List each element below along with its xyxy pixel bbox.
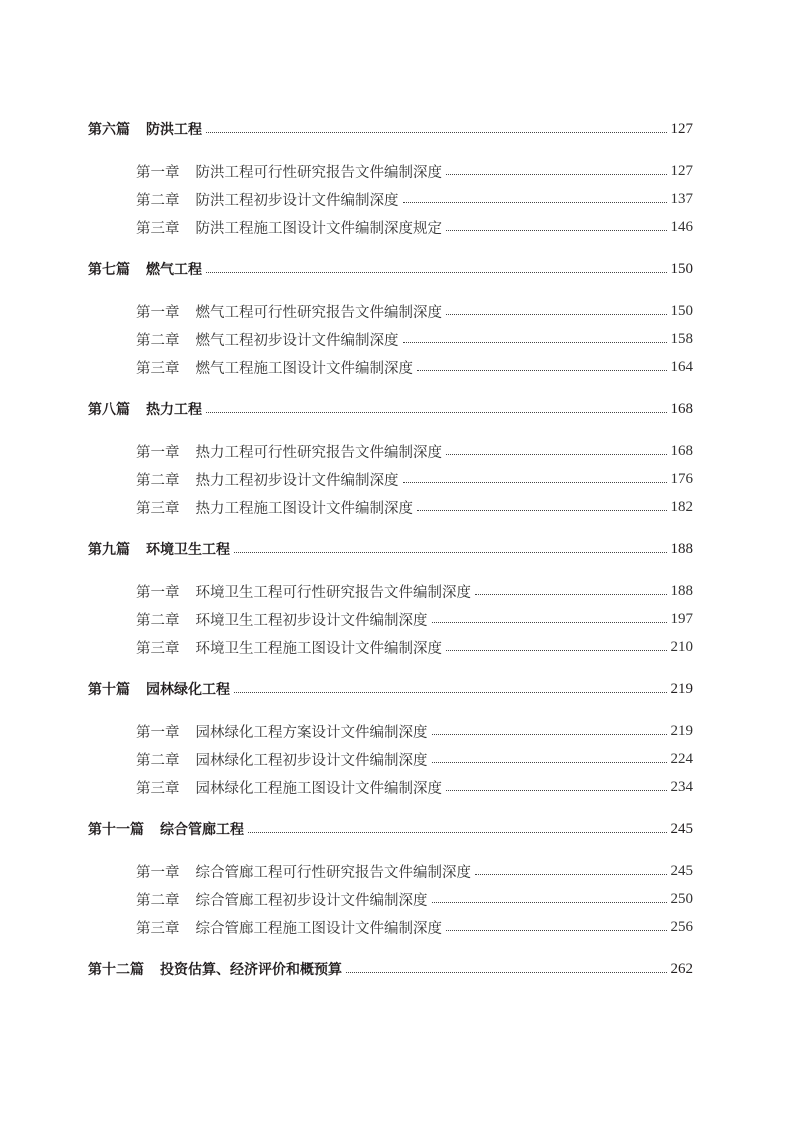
- toc-page: 245: [670, 820, 693, 837]
- toc-chapter-entry[interactable]: [88, 185, 693, 213]
- toc-part-entry[interactable]: [88, 955, 693, 983]
- toc-num: 第十篇: [88, 682, 130, 698]
- toc-title: 环境卫生工程: [146, 542, 230, 558]
- dot-leader: [417, 370, 667, 371]
- dot-leader: [446, 174, 667, 175]
- toc-num: 第三章: [136, 640, 180, 657]
- toc-page: 164: [670, 358, 693, 375]
- toc-page: 262: [670, 960, 693, 977]
- toc-num: 第一章: [136, 864, 180, 881]
- toc-num: 第一章: [136, 304, 180, 321]
- toc-chapter-entry[interactable]: [88, 745, 693, 773]
- toc-title: 园林绿化工程初步设计文件编制深度: [195, 752, 428, 769]
- toc-part-entry[interactable]: [88, 255, 693, 283]
- toc-page: 188: [670, 582, 693, 599]
- toc-page: 158: [670, 330, 693, 347]
- dot-leader: [432, 734, 667, 735]
- toc-num: 第三章: [136, 360, 180, 377]
- dot-leader: [446, 790, 667, 791]
- dot-leader: [475, 594, 667, 595]
- dot-leader: [432, 762, 667, 763]
- toc-page: 245: [670, 862, 693, 879]
- toc-num: 第一章: [136, 444, 180, 461]
- dot-leader: [446, 454, 667, 455]
- toc-num: 第二章: [136, 332, 180, 349]
- toc-page: 176: [670, 470, 693, 487]
- toc-part-entry[interactable]: [88, 535, 693, 563]
- toc-part-entry[interactable]: [88, 395, 693, 423]
- toc-num: 第六篇: [88, 122, 130, 138]
- dot-leader: [446, 650, 667, 651]
- toc-chapter-entry[interactable]: [88, 437, 693, 465]
- toc-num: 第二章: [136, 752, 180, 769]
- toc-chapter-entry[interactable]: [88, 577, 693, 605]
- toc-num: 第三章: [136, 920, 180, 937]
- toc-page: 182: [670, 498, 693, 515]
- toc-num: 第七篇: [88, 262, 130, 278]
- toc-page: 127: [670, 162, 693, 179]
- toc-chapter-entry[interactable]: [88, 773, 693, 801]
- toc-page: 219: [670, 722, 693, 739]
- toc-title: 投资估算、经济评价和概预算: [160, 962, 342, 978]
- toc-page: 168: [670, 442, 693, 459]
- dot-leader: [403, 202, 667, 203]
- toc-num: 第一章: [136, 724, 180, 741]
- toc-title: 热力工程: [146, 402, 202, 418]
- toc-chapter-entry[interactable]: [88, 885, 693, 913]
- toc-chapter-entry[interactable]: [88, 213, 693, 241]
- toc-title: 环境卫生工程施工图设计文件编制深度: [195, 640, 442, 657]
- toc-page: 210: [670, 638, 693, 655]
- toc-title: 热力工程可行性研究报告文件编制深度: [195, 444, 442, 461]
- dot-leader: [432, 622, 667, 623]
- dot-leader: [403, 482, 667, 483]
- toc-page: 150: [670, 260, 693, 277]
- toc-title: 园林绿化工程: [146, 682, 230, 698]
- dot-leader: [446, 314, 667, 315]
- toc-num: 第九篇: [88, 542, 130, 558]
- table-of-contents: [88, 115, 693, 983]
- toc-title: 防洪工程: [146, 122, 202, 138]
- dot-leader: [403, 342, 667, 343]
- toc-chapter-entry[interactable]: [88, 857, 693, 885]
- toc-num: 第八篇: [88, 402, 130, 418]
- toc-title: 综合管廊工程: [160, 822, 244, 838]
- toc-num: 第二章: [136, 472, 180, 489]
- toc-chapter-entry[interactable]: [88, 913, 693, 941]
- toc-title: 综合管廊工程施工图设计文件编制深度: [195, 920, 442, 937]
- toc-title: 防洪工程施工图设计文件编制深度规定: [195, 220, 442, 237]
- dot-leader: [248, 832, 667, 833]
- toc-title: 防洪工程初步设计文件编制深度: [195, 192, 399, 209]
- toc-num: 第三章: [136, 220, 180, 237]
- dot-leader: [475, 874, 667, 875]
- toc-chapter-entry[interactable]: [88, 605, 693, 633]
- toc-page: 256: [670, 918, 693, 935]
- dot-leader: [346, 972, 667, 973]
- toc-chapter-entry[interactable]: [88, 493, 693, 521]
- toc-chapter-entry[interactable]: [88, 325, 693, 353]
- dot-leader: [206, 272, 667, 273]
- toc-title: 环境卫生工程初步设计文件编制深度: [195, 612, 428, 629]
- toc-num: 第二章: [136, 892, 180, 909]
- dot-leader: [446, 930, 667, 931]
- toc-chapter-entry[interactable]: [88, 297, 693, 325]
- toc-title: 综合管廊工程初步设计文件编制深度: [195, 892, 428, 909]
- toc-part-entry[interactable]: [88, 115, 693, 143]
- toc-num: 第十一篇: [88, 822, 144, 838]
- toc-part-entry[interactable]: [88, 815, 693, 843]
- toc-title: 热力工程初步设计文件编制深度: [195, 472, 399, 489]
- dot-leader: [446, 230, 667, 231]
- toc-page: 137: [670, 190, 693, 207]
- toc-page: 188: [670, 540, 693, 557]
- toc-title: 燃气工程: [146, 262, 202, 278]
- toc-page: 150: [670, 302, 693, 319]
- toc-title: 园林绿化工程施工图设计文件编制深度: [195, 780, 442, 797]
- toc-part-entry[interactable]: [88, 675, 693, 703]
- toc-num: 第二章: [136, 192, 180, 209]
- toc-page: 219: [670, 680, 693, 697]
- toc-page: 146: [670, 218, 693, 235]
- toc-page: 250: [670, 890, 693, 907]
- dot-leader: [206, 132, 667, 133]
- toc-chapter-entry[interactable]: [88, 353, 693, 381]
- toc-chapter-entry[interactable]: [88, 465, 693, 493]
- toc-chapter-entry[interactable]: [88, 157, 693, 185]
- toc-num: 第一章: [136, 164, 180, 181]
- toc-title: 燃气工程初步设计文件编制深度: [195, 332, 399, 349]
- toc-num: 第十二篇: [88, 962, 144, 978]
- toc-title: 综合管廊工程可行性研究报告文件编制深度: [195, 864, 471, 881]
- toc-title: 燃气工程施工图设计文件编制深度: [195, 360, 413, 377]
- toc-num: 第三章: [136, 780, 180, 797]
- toc-title: 园林绿化工程方案设计文件编制深度: [195, 724, 428, 741]
- toc-title: 燃气工程可行性研究报告文件编制深度: [195, 304, 442, 321]
- toc-title: 防洪工程可行性研究报告文件编制深度: [195, 164, 442, 181]
- toc-chapter-entry[interactable]: [88, 633, 693, 661]
- toc-num: 第二章: [136, 612, 180, 629]
- dot-leader: [234, 552, 667, 553]
- dot-leader: [234, 692, 667, 693]
- toc-num: 第三章: [136, 500, 180, 517]
- toc-title: 热力工程施工图设计文件编制深度: [195, 500, 413, 517]
- toc-page: 234: [670, 778, 693, 795]
- toc-page: 224: [670, 750, 693, 767]
- dot-leader: [206, 412, 667, 413]
- toc-chapter-entry[interactable]: [88, 717, 693, 745]
- toc-page: 197: [670, 610, 693, 627]
- dot-leader: [432, 902, 667, 903]
- toc-title: 环境卫生工程可行性研究报告文件编制深度: [195, 584, 471, 601]
- dot-leader: [417, 510, 667, 511]
- toc-page: 127: [670, 120, 693, 137]
- toc-num: 第一章: [136, 584, 180, 601]
- toc-page: 168: [670, 400, 693, 417]
